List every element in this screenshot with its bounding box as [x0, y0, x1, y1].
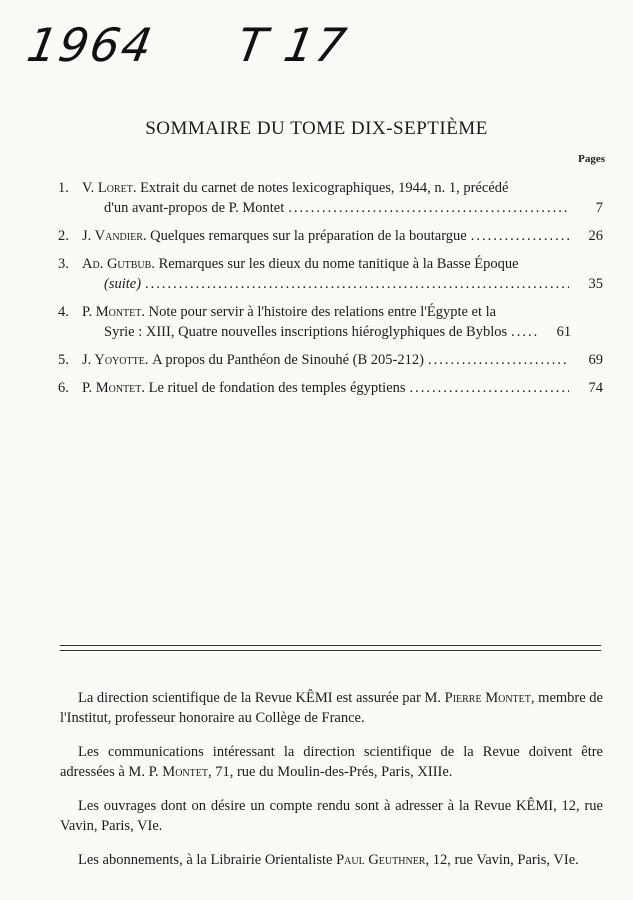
- note-direction: La direction scientifique de la Revue KÊMI est assurée par M. Pierre Montet, membre de l'Institut, professeur honoraire au Collège de France.: [60, 690, 603, 726]
- toc-entry-5: 5. J. Yoyotte . A propos du Panthéon de Sinouhé (B 205-212) ..... 69: [58, 350, 603, 370]
- entry-title: Le rituel de fondation des temples égyptiens: [148, 380, 406, 396]
- handwritten-year: 1964: [23, 18, 158, 72]
- toc-entry-4: 4. P. Montet. Note pour servir à l'histoire des relations entre l'Égypte et la Syrie : XIII, Quatre nouvelles inscriptions hiéroglyphiques de Byblos ..... 61: [58, 302, 603, 342]
- leader-dots: [410, 378, 569, 398]
- page-title: SOMMAIRE DU TOME DIX-SEPTIÈME: [145, 118, 488, 139]
- editorial-notes: [60, 688, 603, 870]
- toc-entry-2: 2. J. Vandier . Quelques remarques sur la préparation de la boutargue ..... 26: [58, 226, 603, 246]
- entry-number: 2.: [58, 228, 69, 244]
- note-communications: Les communications intéressant la direction scientifique de la Revue doivent être adressées à M. P. Montet, 71, rue du Moulin-des-Prés, Paris, XIIIe.: [60, 744, 603, 780]
- entry-author: J. Yoyotte: [82, 352, 145, 368]
- toc-entry-3: 3. Ad. Gutbub. Remarques sur les dieux du nome tanitique à la Basse Époque (suite) ..... 35: [58, 254, 603, 294]
- toc-entry-1: 1. V. Loret. Extrait du carnet de notes lexicographiques, 1944, n. 1, précédé d'un avant-propos de P. Montet ..... 7: [58, 178, 603, 218]
- entry-number: 4.: [58, 304, 69, 320]
- entry-number: 5.: [58, 352, 69, 368]
- entry-page: 26: [588, 228, 603, 244]
- leader-dots: [511, 322, 537, 342]
- leader-dots: [288, 198, 569, 218]
- entry-author: Ad. Gutbub: [82, 256, 152, 272]
- entry-title: Note pour servir à l'histoire des relations entre l'Égypte et la: [148, 304, 497, 320]
- entry-title: Quelques remarques sur la préparation de la boutargue: [150, 228, 467, 244]
- entry-title-cont: Syrie : XIII, Quatre nouvelles inscriptions hiéroglyphiques de Byblos: [104, 324, 508, 340]
- leader-dots: [145, 274, 569, 294]
- handwritten-volume-ref: T 17: [233, 18, 353, 72]
- entry-author: V. Loret: [82, 180, 133, 196]
- entry-number: 6.: [58, 380, 69, 396]
- entry-title-cont: d'un avant-propos de P. Montet: [104, 200, 285, 216]
- entry-page: 7: [595, 200, 603, 216]
- entry-author: J. Vandier: [82, 228, 143, 244]
- entry-author: P. Montet: [82, 304, 142, 320]
- note-reviews: Les ouvrages dont on désire un compte rendu sont à adresser à la Revue KÊMI, 12, rue Vavin, Paris, VIe.: [60, 798, 603, 834]
- person-name: Pierre Montet: [444, 690, 531, 706]
- person-name: Montet: [162, 764, 208, 780]
- entry-title: Remarques sur les dieux du nome tanitique à la Basse Époque: [158, 256, 519, 272]
- publisher-name: Paul Geuthner: [336, 852, 426, 868]
- toc-entry-6: 6. P. Montet . Le rituel de fondation des temples égyptiens ..... 74: [58, 378, 603, 398]
- divider-rule: [60, 645, 601, 646]
- entry-number: 3.: [58, 256, 69, 272]
- entry-page: 69: [588, 352, 603, 368]
- leader-dots: [471, 226, 569, 246]
- entry-title-cont: (suite): [104, 276, 142, 292]
- entry-author: P. Montet: [82, 380, 142, 396]
- table-of-contents: [58, 178, 603, 406]
- entry-page: 74: [588, 380, 603, 396]
- entry-title: Extrait du carnet de notes lexicographiques, 1944, n. 1, précédé: [140, 180, 509, 196]
- entry-page: 35: [588, 276, 603, 292]
- entry-title: A propos du Panthéon de Sinouhé (B 205-212): [152, 352, 424, 368]
- note-subscriptions: Les abonnements, à la Librairie Orientaliste Paul Geuthner, 12, rue Vavin, Paris, VIe.: [78, 852, 579, 868]
- entry-number: 1.: [58, 180, 69, 196]
- divider-rule: [60, 650, 601, 651]
- entry-page: 61: [556, 324, 572, 340]
- leader-dots: [428, 350, 569, 370]
- pages-column-label: Pages: [578, 153, 605, 165]
